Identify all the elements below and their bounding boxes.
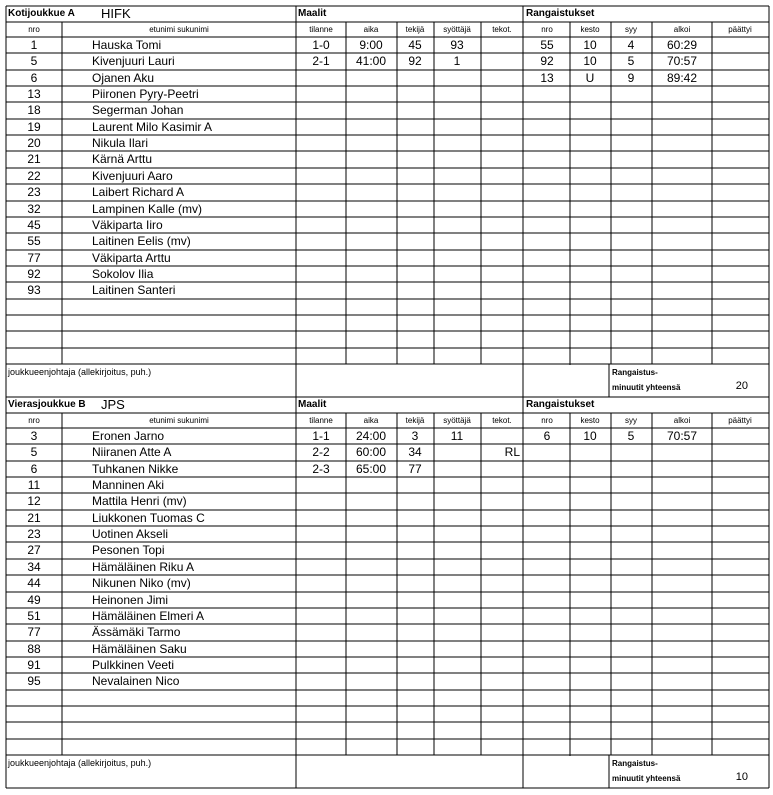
- home-player-number: 19: [27, 119, 41, 134]
- home-player-name: Kärnä Arttu: [92, 152, 153, 167]
- home-player-number: 1: [30, 38, 38, 52]
- away-player-name: Niiranen Atte A: [92, 445, 172, 460]
- home-col-paattyi: päättyi: [728, 25, 752, 34]
- home-player-number: 22: [27, 168, 41, 183]
- away-player-name: Hämäläinen Riku A: [92, 559, 195, 574]
- home-col-aika: aika: [363, 25, 379, 34]
- home-penalty-duration: U: [585, 70, 595, 85]
- away-player-name: Nikunen Niko (mv): [92, 576, 191, 591]
- away-goals-header: Maalit: [298, 399, 327, 410]
- away-goal-assist: 11: [450, 429, 464, 443]
- home-goals-header: Maalit: [298, 8, 327, 19]
- home-penalty-duration: 10: [583, 54, 597, 69]
- away-penalties-header: Rangaistukset: [526, 399, 595, 410]
- home-player-name: Kivenjuuri Aaro: [92, 168, 173, 183]
- away-player-name: Eronen Jarno: [92, 429, 165, 443]
- home-penalty-duration: 10: [583, 38, 597, 52]
- away-player-name: Hämäläinen Saku: [92, 641, 187, 656]
- home-player-number: 77: [27, 250, 41, 265]
- home-goal-time: 9:00: [359, 38, 383, 52]
- away-player-name: Pesonen Topi: [92, 543, 165, 558]
- home-player-name: Ojanen Aku: [92, 70, 155, 85]
- home-goal-scorer: 92: [408, 54, 422, 69]
- away-goal-score: 2-2: [312, 445, 330, 460]
- away-penalty-duration: 10: [583, 429, 597, 443]
- home-penalty-start: 60:29: [666, 38, 698, 52]
- away-penalty-number: 6: [543, 429, 551, 443]
- away-goal-time: 65:00: [355, 461, 387, 476]
- home-goal-assist: 93: [450, 38, 464, 52]
- away-col-tilanne: tilanne: [309, 416, 333, 425]
- home-player-name: Lampinen Kalle (mv): [92, 201, 203, 216]
- away-player-number: 34: [27, 559, 41, 574]
- away-pim-label-2: minuutit yhteensä: [612, 774, 681, 783]
- home-player-name: Väkiparta Arttu: [92, 250, 171, 265]
- away-player-number: 27: [27, 543, 41, 558]
- away-player-name: Liukkonen Tuomas C: [92, 510, 205, 525]
- away-player-number: 95: [27, 674, 41, 689]
- away-pim-total: 10: [735, 771, 748, 783]
- home-col-syottaja: syöttäjä: [443, 25, 471, 34]
- away-team-leader-label: joukkueenjohtaja (allekirjoitus, puh.): [8, 758, 152, 768]
- away-player-name: Pulkkinen Veeti: [92, 657, 175, 672]
- home-team-name: HIFK: [101, 6, 131, 21]
- home-player-number: 92: [27, 266, 41, 281]
- home-player-number: 55: [27, 234, 41, 249]
- away-col-syottaja: syöttäjä: [443, 416, 471, 425]
- home-pim-label-2: minuutit yhteensä: [612, 383, 681, 392]
- away-team-label: Vierasjoukkue B: [8, 399, 86, 410]
- away-player-number: 11: [27, 478, 41, 493]
- home-penalty-number: 92: [540, 54, 554, 69]
- home-col-tekot: tekot.: [492, 25, 512, 34]
- away-player-number: 77: [27, 625, 41, 640]
- home-penalty-number: 13: [540, 70, 554, 85]
- home-col-tilanne: tilanne: [309, 25, 333, 34]
- away-col-alkoi: alkoi: [673, 416, 691, 425]
- home-player-name: Laibert Richard A: [92, 185, 185, 200]
- home-player-number: 23: [27, 185, 41, 200]
- away-col-kesto: kesto: [580, 416, 600, 425]
- home-penalty-reason: 5: [627, 54, 635, 69]
- home-pim-label: Rangaistus-: [612, 368, 658, 377]
- home-col-tekija: tekijä: [405, 25, 425, 34]
- home-player-number: 6: [30, 70, 38, 85]
- home-goal-score: 1-0: [312, 38, 330, 52]
- away-goal-scorer: 77: [408, 461, 422, 476]
- away-player-number: 6: [30, 461, 38, 476]
- away-player-number: 88: [27, 641, 41, 656]
- away-col-nro: nro: [28, 416, 40, 425]
- away-team-name: JPS: [101, 397, 125, 412]
- away-goal-score: 1-1: [312, 429, 330, 443]
- away-penalty-start: 70:57: [666, 429, 698, 443]
- away-col-paattyi: päättyi: [728, 416, 752, 425]
- away-col-penalty-nro: nro: [541, 416, 553, 425]
- home-player-name: Piironen Pyry-Peetri: [92, 87, 199, 102]
- home-player-number: 21: [27, 152, 41, 167]
- home-col-syy: syy: [625, 25, 637, 34]
- home-player-name: Laitinen Santeri: [92, 283, 176, 298]
- home-pim-total: 20: [735, 380, 748, 392]
- away-col-syy: syy: [625, 416, 637, 425]
- away-player-number: 23: [27, 527, 41, 542]
- away-goal-type: RL: [504, 445, 520, 460]
- home-team-leader-label: joukkueenjohtaja (allekirjoitus, puh.): [8, 367, 152, 377]
- away-col-tekot: tekot.: [492, 416, 512, 425]
- home-player-number: 45: [27, 217, 41, 232]
- away-player-number: 51: [27, 608, 41, 623]
- away-goal-time: 24:00: [355, 429, 387, 443]
- away-col-name: etunimi sukunimi: [149, 416, 209, 425]
- home-player-name: Laitinen Eelis (mv): [92, 234, 191, 249]
- home-col-alkoi: alkoi: [673, 25, 691, 34]
- home-col-kesto: kesto: [580, 25, 600, 34]
- home-player-number: 93: [27, 283, 41, 298]
- away-player-name: Ässämäki Tarmo: [92, 625, 181, 640]
- away-player-name: Heinonen Jimi: [92, 592, 169, 607]
- home-penalty-start: 70:57: [666, 54, 698, 69]
- away-player-name: Mattila Henri (mv): [92, 494, 187, 509]
- home-col-nro: nro: [28, 25, 40, 34]
- away-player-number: 44: [27, 576, 41, 591]
- home-player-number: 18: [27, 103, 41, 118]
- away-penalty-reason: 5: [627, 429, 635, 443]
- away-goal-score: 2-3: [312, 461, 330, 476]
- away-goal-scorer: 3: [411, 429, 419, 443]
- home-penalty-number: 55: [540, 38, 554, 52]
- home-col-penalty-nro: nro: [541, 25, 553, 34]
- away-player-number: 5: [30, 445, 38, 460]
- home-player-name: Kivenjuuri Lauri: [92, 54, 175, 69]
- home-player-name: Sokolov Ilia: [92, 266, 154, 281]
- away-player-name: Manninen Aki: [92, 478, 165, 493]
- home-player-name: Hauska Tomi: [92, 38, 162, 52]
- away-player-number: 12: [27, 494, 41, 509]
- home-goal-score: 2-1: [312, 54, 330, 69]
- home-penalty-reason: 4: [627, 38, 635, 52]
- home-player-number: 32: [27, 201, 41, 216]
- away-player-number: 3: [30, 429, 38, 443]
- away-goal-time: 60:00: [355, 445, 387, 460]
- home-col-name: etunimi sukunimi: [149, 25, 209, 34]
- home-penalty-start: 89:42: [666, 70, 698, 85]
- away-player-number: 21: [27, 510, 41, 525]
- away-player-number: 49: [27, 592, 41, 607]
- away-col-tekija: tekijä: [405, 416, 425, 425]
- home-goal-scorer: 45: [408, 38, 422, 52]
- home-player-name: Segerman Johan: [92, 103, 184, 118]
- home-player-name: Laurent Milo Kasimir A: [92, 119, 213, 134]
- away-col-aika: aika: [363, 416, 379, 425]
- home-penalty-reason: 9: [627, 70, 635, 85]
- home-player-name: Nikula Ilari: [92, 136, 149, 151]
- home-player-number: 20: [27, 136, 41, 151]
- away-player-name: Hämäläinen Elmeri A: [92, 608, 205, 623]
- home-player-number: 13: [27, 87, 41, 102]
- away-player-number: 91: [27, 657, 41, 672]
- home-player-name: Väkiparta Iiro: [92, 217, 163, 232]
- away-player-name: Tuhkanen Nikke: [92, 461, 179, 476]
- away-pim-label: Rangaistus-: [612, 759, 658, 768]
- home-goal-time: 41:00: [355, 54, 387, 69]
- home-penalties-header: Rangaistukset: [526, 8, 595, 19]
- away-player-name: Nevalainen Nico: [92, 674, 180, 689]
- home-goal-assist: 1: [453, 54, 461, 69]
- away-player-name: Uotinen Akseli: [92, 527, 169, 542]
- home-team-label: Kotijoukkue A: [8, 8, 75, 19]
- home-player-number: 5: [30, 54, 38, 69]
- away-goal-scorer: 34: [408, 445, 422, 460]
